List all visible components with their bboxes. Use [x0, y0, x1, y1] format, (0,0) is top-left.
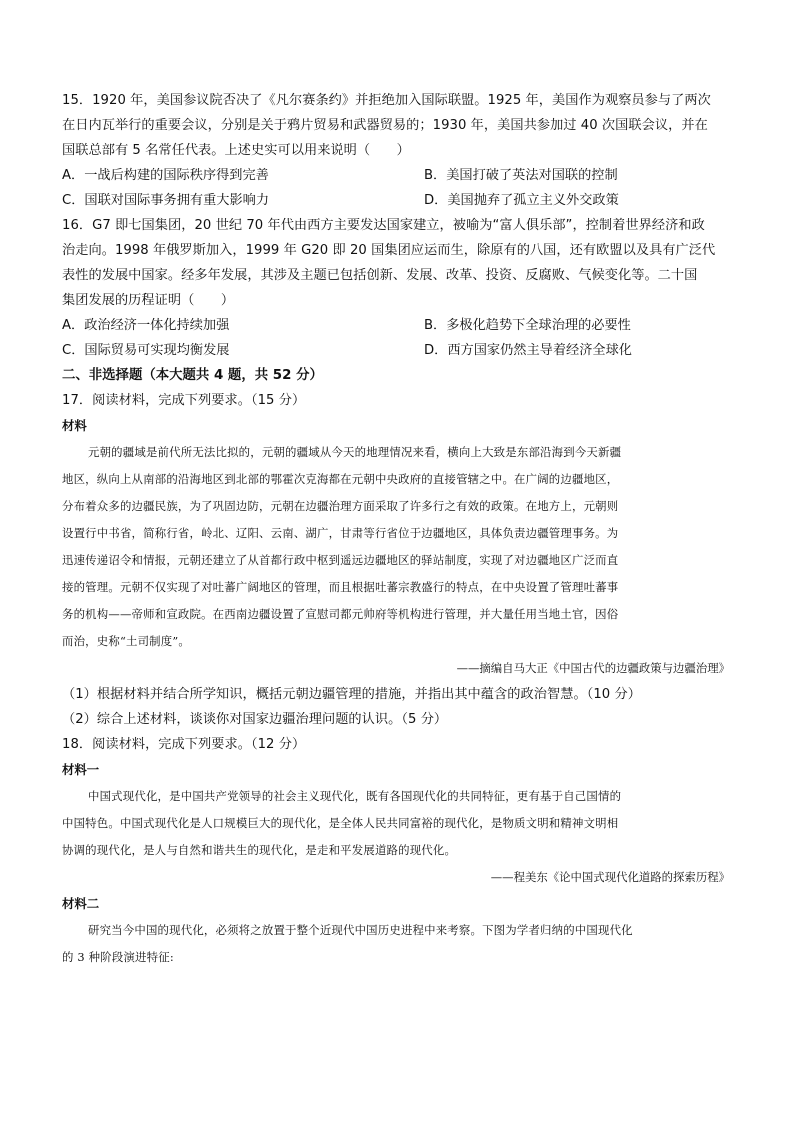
material-1-source: ——程美东《论中国式现代化道路的探索历程》 — [490, 870, 730, 884]
question-16-line: 表性的发展中国家。经多年发展，其涉及主题已包括创新、发展、改革、投资、反腐败、气候变化等。二十国 — [62, 268, 698, 283]
material-line: 务的机构——帝师和宣政院。在西南边疆设置了宣慰司都元帅府等机构进行管理，并大量任用当地土官，因俗 — [62, 607, 619, 621]
option-b: B．美国打破了英法对国联的控制 — [424, 168, 618, 183]
question-16-options-row — [62, 313, 732, 338]
material-line: 地区，纵向上从南部的沿海地区到北部的鄂霍次克海都在元朝中央政府的直接管辖之中。在广阔的边疆地区， — [62, 472, 619, 486]
question-17 — [62, 388, 732, 732]
option-b: B．多极化趋势下全球治理的必要性 — [424, 318, 631, 333]
question-16-options-row — [62, 338, 732, 363]
material-line: 中国式现代化，是中国共产党领导的社会主义现代化，既有各国现代化的共同特征，更有基于自己国情的 — [88, 789, 622, 803]
question-18 — [62, 732, 732, 971]
question-16-line: 16．G7 即七国集团，20 世纪 70 年代由西方主要发达国家建立，被喻为“富人俱乐部”，控制着世界经济和政 — [62, 218, 705, 233]
question-15-line: 国联总部有 5 名常任代表。上述史实可以用来说明（ ） — [62, 143, 410, 158]
material-line: 元朝的疆域是前代所无法比拟的，元朝的疆域从今天的地理情况来看，横向上大致是东部沿海到今天新疆 — [88, 445, 622, 459]
material-1-label: 材料一 — [62, 762, 100, 777]
material-line: 协调的现代化，是人与自然和谐共生的现代化，是走和平发展道路的现代化。 — [62, 843, 457, 857]
question-16-line: 集团发展的历程证明（ ） — [62, 293, 235, 308]
question-15-options-row — [62, 163, 732, 188]
option-a: A．政治经济一体化持续加强 — [62, 318, 230, 333]
material-source: ——摘编自马大正《中国古代的边疆政策与边疆治理》 — [456, 661, 730, 675]
material-line: 研究当今中国的现代化，必须将之放置于整个近现代中国历史进程中来考察。下图为学者归纳的中国现代化 — [88, 923, 633, 937]
material-line: 中国特色。中国式现代化是人口规模巨大的现代化，是全体人民共同富裕的现代化，是物质文明和精神文明相 — [62, 816, 619, 830]
material-line: 的 3 种阶段演进特征: — [62, 950, 174, 964]
section-heading: 二、非选择题（本大题共 4 题，共 52 分） — [62, 368, 323, 383]
sub-question-2: （2）综合上述材料，谈谈你对国家边疆治理问题的认识。（5 分） — [62, 712, 448, 727]
sub-question-1: （1）根据材料并结合所学知识，概括元朝边疆管理的措施，并指出其中蕴含的政治智慧。（10 分） — [62, 687, 641, 702]
option-a: A．一战后构建的国际秩序得到完善 — [62, 168, 269, 183]
question-17-title: 17．阅读材料，完成下列要求。（15 分） — [62, 393, 306, 408]
option-c: C．国联对国际事务拥有重大影响力 — [62, 193, 270, 208]
question-15 — [62, 88, 732, 213]
material-line: 接的管理。元朝不仅实现了对吐蕃广阔地区的管理，而且根据吐蕃宗教盛行的特点，在中央设置了管理吐蕃事 — [62, 580, 619, 594]
material-line: 设置行中书省，简称行省，岭北、辽阳、云南、湖广，甘肃等行省位于边疆地区，具体负责边疆管理事务。为 — [62, 526, 619, 540]
exam-page — [62, 88, 732, 971]
material-line: 迅速传递诏令和情报，元朝还建立了从首都行政中枢到遥远边疆地区的驿站制度，实现了对边疆地区广泛而直 — [62, 553, 619, 567]
question-16 — [62, 213, 732, 363]
material-label: 材料 — [62, 418, 87, 433]
option-d: D．美国抛弃了孤立主义外交政策 — [424, 193, 619, 208]
option-d: D．西方国家仍然主导着经济全球化 — [424, 343, 632, 358]
question-15-options-row — [62, 188, 732, 213]
question-15-line: 15．1920 年，美国参议院否决了《凡尔赛条约》并拒绝加入国际联盟。1925 年，美国作为观察员参与了两次 — [62, 93, 711, 108]
question-18-title: 18．阅读材料，完成下列要求。（12 分） — [62, 737, 306, 752]
material-line: 分布着众多的边疆民族，为了巩固边防，元朝在边疆治理方面采取了许多行之有效的政策。在地方上，元朝则 — [62, 499, 619, 513]
option-c: C．国际贸易可实现均衡发展 — [62, 343, 230, 358]
material-2-label: 材料二 — [62, 896, 100, 911]
question-15-line: 在日内瓦举行的重要会议，分别是关于鸦片贸易和武器贸易的；1930 年，美国共参加过 40 次国联会议，并在 — [62, 118, 708, 133]
question-16-line: 治走向。1998 年俄罗斯加入，1999 年 G20 即 20 国集团应运而生，除原有的八国，还有欧盟以及具有广泛代 — [62, 243, 716, 258]
material-line: 而治，史称“土司制度”。 — [62, 634, 190, 648]
